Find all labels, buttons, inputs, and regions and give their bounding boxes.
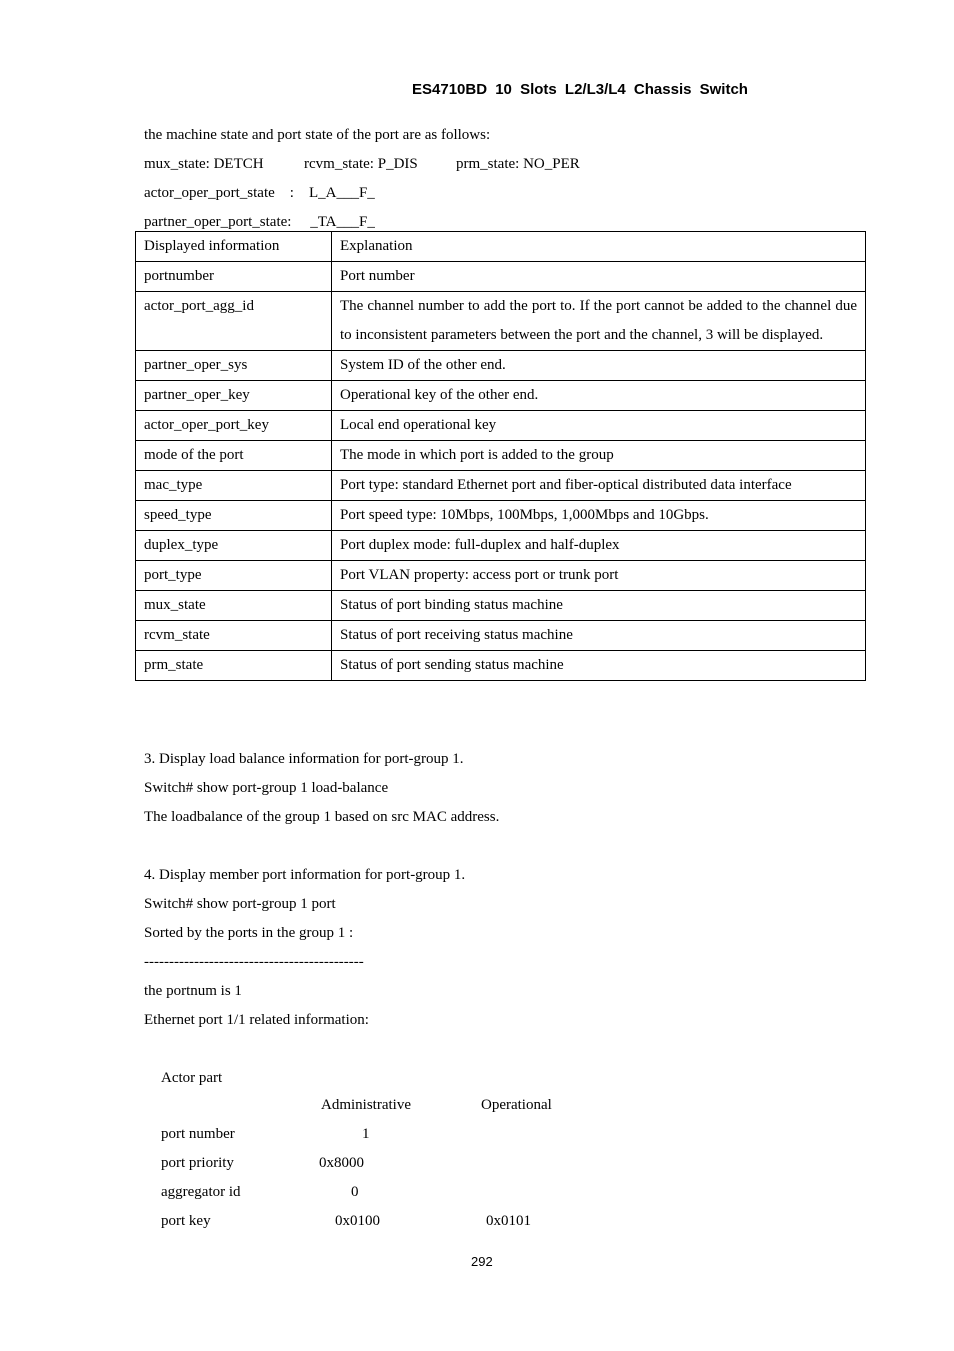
table-cell-desc: Port VLAN property: access port or trunk port <box>332 561 866 591</box>
table-header-row <box>136 232 866 262</box>
rcvm-state-line: rcvm_state: P_DIS <box>304 156 418 172</box>
section3-result: The loadbalance of the group 1 based on src MAC address. <box>144 809 500 825</box>
table-cell-name: speed_type <box>136 501 332 531</box>
row-label: port key <box>161 1213 211 1229</box>
section3-title: 3. Display load balance information for port-group 1. <box>144 751 464 767</box>
intro-text: the machine state and port state of the port are as follows: <box>144 127 491 143</box>
table-row <box>136 501 866 531</box>
table-cell-desc: System ID of the other end. <box>332 351 866 381</box>
table-row <box>136 531 866 561</box>
table-row <box>136 621 866 651</box>
info-table <box>135 231 866 681</box>
row-admin-value: 0x0100 <box>335 1213 380 1229</box>
table-row <box>136 292 866 351</box>
table-cell-name: mac_type <box>136 471 332 501</box>
table-row <box>136 591 866 621</box>
section4-command: Switch# show port-group 1 port <box>144 896 336 912</box>
table-header-cell: Explanation <box>332 232 866 262</box>
actor-part-label: Actor part <box>161 1070 223 1086</box>
table-cell-name: actor_port_agg_id <box>136 292 332 351</box>
actor-port-state-line: actor_oper_port_state : L_A___F_ <box>144 185 375 201</box>
table-cell-name: duplex_type <box>136 531 332 561</box>
table-row <box>136 351 866 381</box>
table-row <box>136 262 866 292</box>
section4-title: 4. Display member port information for port-group 1. <box>144 867 466 883</box>
col-operational: Operational <box>481 1097 552 1113</box>
row-label: aggregator id <box>161 1184 241 1200</box>
row-admin-value: 1 <box>362 1126 370 1142</box>
table-cell-name: port_type <box>136 561 332 591</box>
row-oper-value: 0x0101 <box>486 1213 531 1229</box>
table-cell-desc: Status of port receiving status machine <box>332 621 866 651</box>
row-admin-value: 0x8000 <box>319 1155 364 1171</box>
table-cell-desc: Port number <box>332 262 866 292</box>
table-cell-desc: Status of port binding status machine <box>332 591 866 621</box>
page-number: 292 <box>471 1254 493 1269</box>
section4-sorted: Sorted by the ports in the group 1 : <box>144 925 354 941</box>
table-cell-desc: Status of port sending status machine <box>332 651 866 681</box>
section4-ethernet: Ethernet port 1/1 related information: <box>144 1012 369 1028</box>
mux-state-line: mux_state: DETCH <box>144 156 264 172</box>
table-row <box>136 471 866 501</box>
partner-port-state-line: partner_oper_port_state: _TA___F_ <box>144 214 375 230</box>
table-header-cell: Displayed information <box>136 232 332 262</box>
table-cell-name: mux_state <box>136 591 332 621</box>
table-cell-desc: The mode in which port is added to the group <box>332 441 866 471</box>
table-row <box>136 411 866 441</box>
col-administrative: Administrative <box>321 1097 411 1113</box>
row-label: port priority <box>161 1155 234 1171</box>
table-cell-desc: Port type: standard Ethernet port and fiber-optical distributed data interface <box>332 471 866 501</box>
page-header: ES4710BD 10 Slots L2/L3/L4 Chassis Switch <box>412 81 748 98</box>
prm-state-line: prm_state: NO_PER <box>456 156 580 172</box>
row-admin-value: 0 <box>351 1184 359 1200</box>
table-cell-name: prm_state <box>136 651 332 681</box>
table-cell-desc: Operational key of the other end. <box>332 381 866 411</box>
table-row <box>136 561 866 591</box>
table-cell-desc: Port speed type: 10Mbps, 100Mbps, 1,000Mbps and 10Gbps. <box>332 501 866 531</box>
table-cell-desc: Port duplex mode: full-duplex and half-duplex <box>332 531 866 561</box>
section4-divider: -------------------------------------------- <box>144 954 364 970</box>
table-cell-desc: The channel number to add the port to. If the port cannot be added to the channel due to inconsistent parameters between the port and the channel, 3 will be displayed. <box>332 292 866 351</box>
table-row <box>136 651 866 681</box>
table-cell-name: partner_oper_key <box>136 381 332 411</box>
table-cell-desc: Local end operational key <box>332 411 866 441</box>
table-row <box>136 441 866 471</box>
section4-portnum: the portnum is 1 <box>144 983 242 999</box>
table-cell-name: portnumber <box>136 262 332 292</box>
section3-command: Switch# show port-group 1 load-balance <box>144 780 389 796</box>
table-cell-name: partner_oper_sys <box>136 351 332 381</box>
table-cell-name: rcvm_state <box>136 621 332 651</box>
table-cell-name: mode of the port <box>136 441 332 471</box>
table-row <box>136 381 866 411</box>
table-cell-name: actor_oper_port_key <box>136 411 332 441</box>
row-label: port number <box>161 1126 235 1142</box>
